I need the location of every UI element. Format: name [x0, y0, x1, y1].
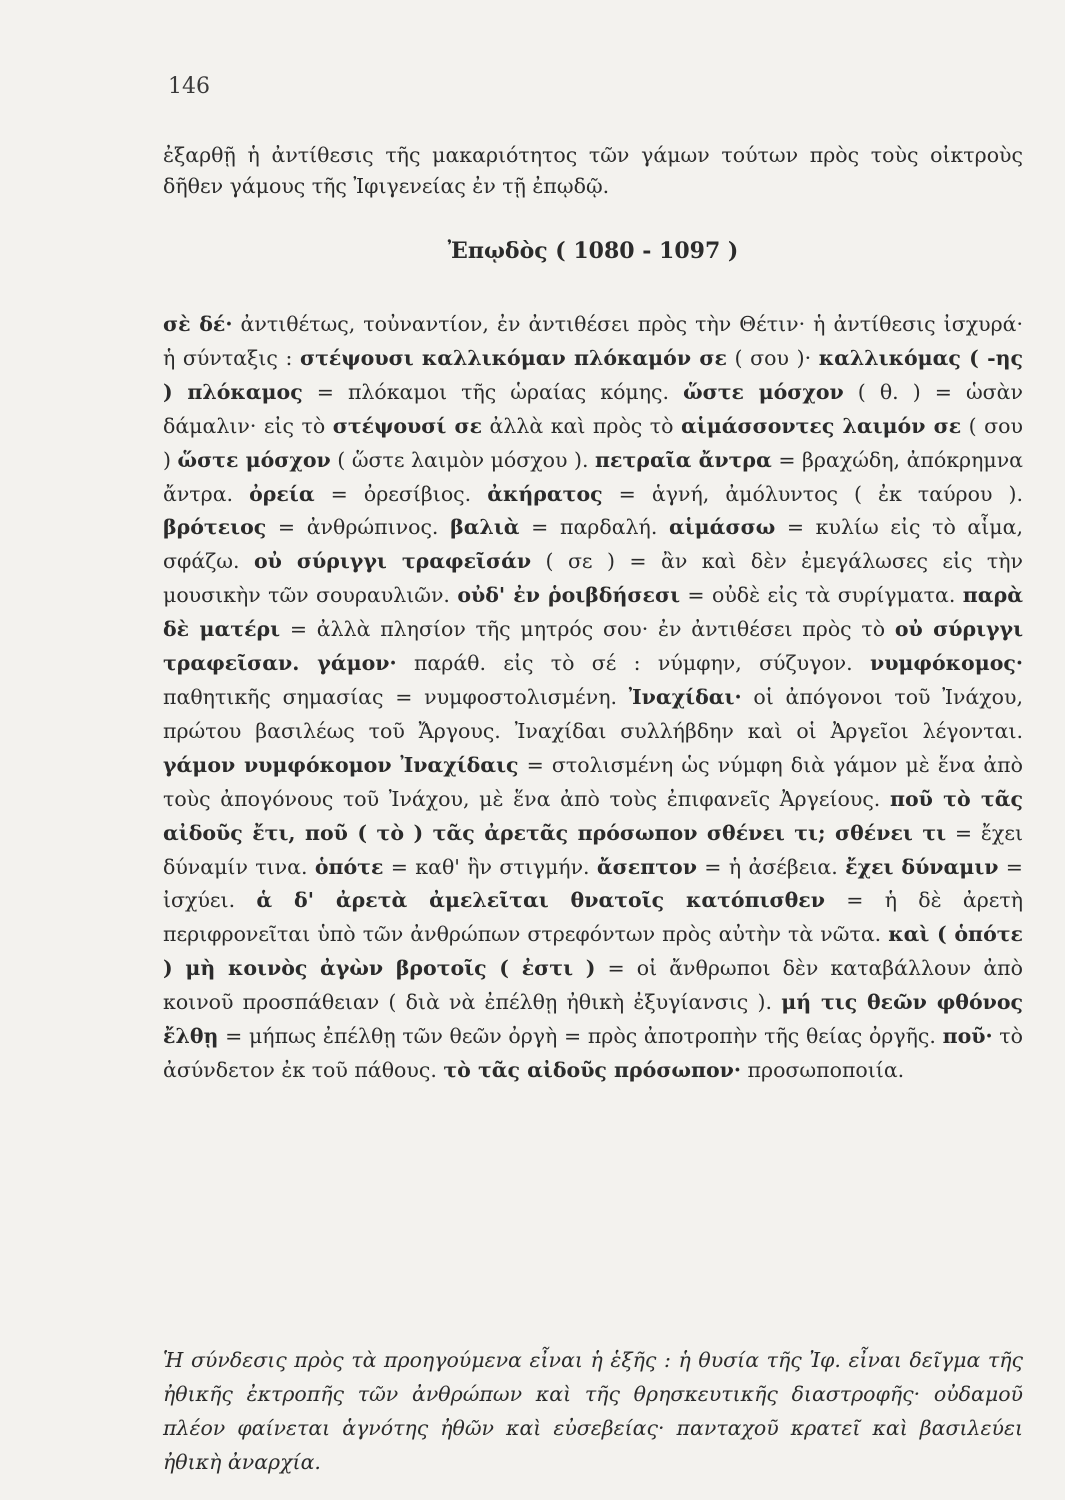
lemma-term: μή τις θεῶν φθόνος ἔλθῃ — [163, 990, 1023, 1049]
lemma-term: ἁ δ' ἀρετὰ ἀμελεῖται θνατοῖς κατόπισθεν — [256, 888, 825, 913]
gloss-text: ( ὥστε λαιμὸν μόσχου ). — [330, 447, 596, 472]
lemma-term: ὥστε μόσχον — [683, 379, 844, 404]
gloss-text: οἱ ἀπόγονοι τοῦ Ἰνάχου, πρώτου βασιλέως τοῦ Ἄργους. Ἰναχίδαι συλλήβδην καὶ οἱ Ἀργεῖοι λέγονται. — [163, 684, 1023, 743]
gloss-text: τὸ ἀσύνδετον ἐκ τοῦ πάθους. — [163, 1024, 1023, 1082]
gloss-text: = μήπως ἐπέλθῃ τῶν θεῶν ὀργὴ = πρὸς ἀποτροπὴν τῆς θείας ὀργῆς. — [218, 1024, 943, 1049]
lemma-term: γάμον νυμφόκομον Ἰναχίδαις — [163, 752, 519, 777]
gloss-text: = στολισμένη ὡς νύμφη διὰ γάμον μὲ ἕνα ἀπὸ τοὺς ἀπογόνους τοῦ Ἰνάχου, μὲ ἕνα ἀπὸ τοὺς ἐπιφανεῖς Ἀργείους. — [163, 752, 1023, 811]
lemma-term: οὐ σύριγγι τραφεῖσάν — [253, 549, 532, 574]
gloss-text: ( σε ) = ἂν καὶ δὲν ἐμεγάλωσες εἰς τὴν μουσικὴν τῶν σουραυλιῶν. — [163, 549, 1024, 608]
gloss-text: ἀντιθέτως, τοὐναντίον, ἐν ἀντιθέσει πρὸς τὴν Θέτιν· ἡ ἀντίθεσις ἰσχυρά· ἡ σύνταξις : — [163, 312, 1023, 370]
gloss-text: = κυλίω εἰς τὸ αἷμα, σφάζω. — [163, 515, 1023, 574]
gloss-text: παθητικῆς σημασίας = νυμφοστολισμένη. — [163, 684, 629, 709]
lemma-term: ποῦ· — [942, 1024, 993, 1049]
lemma-term: ἔχει δύναμιν — [845, 854, 999, 879]
gloss-text: = καθ' ἣν στιγμήν. — [383, 854, 597, 879]
lemma-term: καὶ ( ὁπότε ) μὴ κοινὸς ἀγὼν βροτοῖς ( ἐστι ) — [163, 922, 1023, 981]
lemma-term: νυμφόκομος· — [869, 651, 1023, 676]
lemma-term: στέψουσι καλλικόμαν πλόκαμόν σε — [300, 345, 727, 370]
lemma-term: καλλικόμας ( -ης ) πλόκαμος — [163, 345, 1023, 404]
lemma-term: τὸ τᾶς αἰδοῦς πρόσωπον· — [443, 1057, 742, 1082]
lemma-term: ὥστε μόσχον — [177, 447, 331, 472]
lemma-term: ποῦ τὸ τᾶς αἰδοῦς ἔτι, ποῦ ( τὸ ) τᾶς ἀρετᾶς πρόσωπον σθένει τι; σθένει τι — [163, 786, 1023, 845]
lemma-term: στέψουσί σε — [332, 413, 483, 438]
lemma-term: πετραῖα ἄντρα — [595, 447, 772, 472]
gloss-text: = ἡ δὲ ἀρετὴ περιφρονεῖται ὑπὸ τῶν ἀνθρώπων στρεφόντων πρὸς αὐτὴν τὰ νῶτα. — [163, 888, 1023, 947]
lemma-term: ἄσεπτον — [596, 854, 697, 879]
gloss-text: = βραχώδη, ἀπόκρημνα ἄντρα. — [163, 447, 1024, 506]
lemma-term: Ἰναχίδαι· — [628, 684, 742, 709]
gloss-text: ( σου ) — [163, 413, 1023, 472]
closing-paragraph: Ἡ σύνδεσις πρὸς τὰ προηγούμενα εἶναι ἡ ἑξῆς : ἡ θυσία τῆς Ἰφ. εἶναι δεῖγμα τῆς ἠθικῆς ἐκτροπῆς τῶν ἀνθρώπων καὶ τῆς θρησκευτικῆς διαστροφῆς· οὐδαμοῦ πλέον φαίνεται ἁγνότης ἠθῶν καὶ εὐσεβείας· πανταχοῦ κρατεῖ καὶ βασιλεύει ἠθικὴ ἀναρχία. — [163, 1348, 1023, 1474]
lemma-term: αἱμάσσοντες λαιμόν σε — [681, 413, 962, 438]
gloss-text: = παρδαλή. — [519, 515, 669, 540]
lemma-term: παρὰ δὲ ματέρι — [163, 583, 1023, 642]
gloss-text: = πλόκαμοι τῆς ὡραίας κόμης. — [302, 379, 684, 404]
gloss-text: παράθ. εἰς τὸ σέ : νύμφην, σύζυγον. — [396, 651, 870, 676]
gloss-text: = ἀλλὰ πλησίον τῆς μητρός σου· ἐν ἀντιθέσει πρὸς τὸ — [280, 617, 895, 642]
gloss-text: = ἰσχύει. — [163, 854, 1023, 913]
gloss-text: = οὐδὲ εἰς τὰ συρίγματα. — [680, 583, 963, 608]
lemma-term: ὀρεία — [249, 481, 315, 506]
gloss-text: ( σου )· — [726, 345, 819, 370]
gloss-text: = ὀρεσίβιος. — [314, 481, 488, 506]
lemma-term: σὲ δέ· — [163, 312, 233, 336]
gloss-text: ἀλλὰ καὶ πρὸς τὸ — [482, 413, 681, 438]
gloss-text: ( θ. ) = ὡσὰν δάμαλιν· εἰς τὸ — [163, 379, 1023, 438]
lemma-term: οὐδ' ἐν ῥοιβδήσεσι — [457, 583, 680, 608]
gloss-text: = ἁγνή, ἀμόλυντος ( ἐκ ταύρου ). — [602, 481, 1023, 506]
lemma-term: βαλιὰ — [450, 515, 520, 540]
gloss-text: προσωποποιία. — [741, 1057, 905, 1082]
gloss-text: = ἀνθρώπινος. — [266, 515, 451, 540]
gloss-text: = οἱ ἄνθρωποι δὲν καταβάλλουν ἀπὸ κοινοῦ προσπάθειαν ( διὰ νὰ ἐπέλθῃ ἠθικὴ ἐξυγίανσις ). — [163, 956, 1023, 1015]
lemma-term: οὐ σύριγγι τραφεῖσαν. γάμον· — [163, 617, 1023, 676]
lemma-term: ὁπότε — [314, 854, 384, 879]
gloss-text: = ἡ ἀσέβεια. — [696, 854, 846, 879]
commentary-paragraph — [163, 308, 1023, 1088]
gloss-text: = ἔχει δύναμίν τινα. — [163, 820, 1023, 879]
lemma-term: αἱμάσσω — [668, 515, 776, 540]
section-heading: Ἐπῳδὸς ( 1080 - 1097 ) — [447, 238, 739, 264]
intro-paragraph: ἐξαρθῇ ἡ ἀντίθεσις τῆς μακαριότητος τῶν γάμων τούτων πρὸς τοὺς οἰκτροὺς δῆθεν γάμους τῆς Ἰφιγενείας ἐν τῇ ἐπῳδῷ. — [163, 143, 1023, 198]
lemma-term: ἀκήρατος — [487, 481, 603, 506]
lemma-term: βρότειος — [163, 515, 267, 540]
page-number: 146 — [168, 74, 210, 99]
